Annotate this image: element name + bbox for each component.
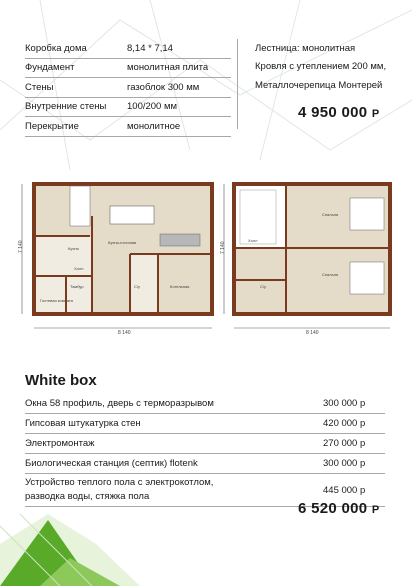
base-price-amount: 4 950 000 [298,104,368,121]
upper-room-label: Спальня [322,212,339,217]
stairs-text: Лестница: монолитная [255,42,356,54]
white-box-row [25,394,385,414]
extra-specs [255,39,390,95]
spec-row [25,78,231,98]
spec-value: 8,14 * 7,14 [127,42,173,54]
ground-width-label: 8 140 [118,330,131,336]
spec-label: Фундамент [25,62,75,74]
spec-label: Перекрытие [25,120,79,132]
white-box-table [25,394,385,507]
item-text: Электромонтаж [25,437,95,449]
spec-row [25,117,231,137]
ground-room-label: Кухня [68,246,79,251]
spec-row [25,59,231,79]
floor-plans [10,176,402,344]
item-text: Гипсовая штукатурка стен [25,417,141,429]
total-price-currency: Р [371,504,380,516]
base-price-currency: Р [371,108,380,120]
white-box-row [25,414,385,434]
spec-table [25,39,231,137]
roof-text: Кровля с утеплением 200 мм, [255,61,387,73]
spec-value: монолитное [127,120,181,132]
ground-room-label: Котельная [170,284,190,289]
upper-height-label: 7 140 [220,241,226,254]
spec-value: монолитная плита [127,62,209,74]
total-price [298,500,380,517]
ground-room-label: Холл [74,266,84,271]
spec-label: Внутренние стены [25,101,107,113]
spec-value: газоблок 300 мм [127,81,200,93]
white-box-row [25,434,385,454]
item-price: 420 000 р [323,418,366,429]
spec-value: 100/200 мм [127,101,178,113]
upper-room-label: С/у [260,284,266,289]
ground-floor-plan [18,184,212,336]
ground-room-label: Тамбур [70,284,84,289]
base-price [298,104,380,121]
column-divider [237,39,238,129]
item-price: 300 000 р [323,458,366,469]
ground-room-label: Гостевая комната [40,298,73,303]
spec-label: Стены [25,81,54,93]
spec-label: Коробка дома [25,42,87,54]
white-box-title: White box [25,372,97,389]
item-text: Устройство теплого пола с электрокотлом, разводка воды, стяжка пола [25,477,214,502]
ground-height-label: 7 140 [18,240,24,253]
spec-row [25,39,231,59]
ground-room-label: Кухня-гостиная [108,240,137,245]
total-price-amount: 6 520 000 [298,500,368,517]
item-text: Окна 58 профиль, дверь с терморазрывом [25,397,214,409]
item-price: 270 000 р [323,438,366,449]
roof-material-text: Металлочерепица Монтерей [255,79,383,91]
item-price: 300 000 р [323,398,366,409]
white-box-row [25,454,385,474]
ground-room-label: С/у [134,284,140,289]
spec-row [25,98,231,118]
upper-room-label: Холл [248,238,258,243]
green-corner-decoration [0,514,160,586]
upper-room-label: Спальня [322,272,339,277]
upper-floor-plan [220,184,390,336]
item-text: Биологическая станция (септик) flotenk [25,457,198,469]
item-price: 445 000 р [323,484,366,496]
upper-width-label: 8 140 [306,330,319,336]
